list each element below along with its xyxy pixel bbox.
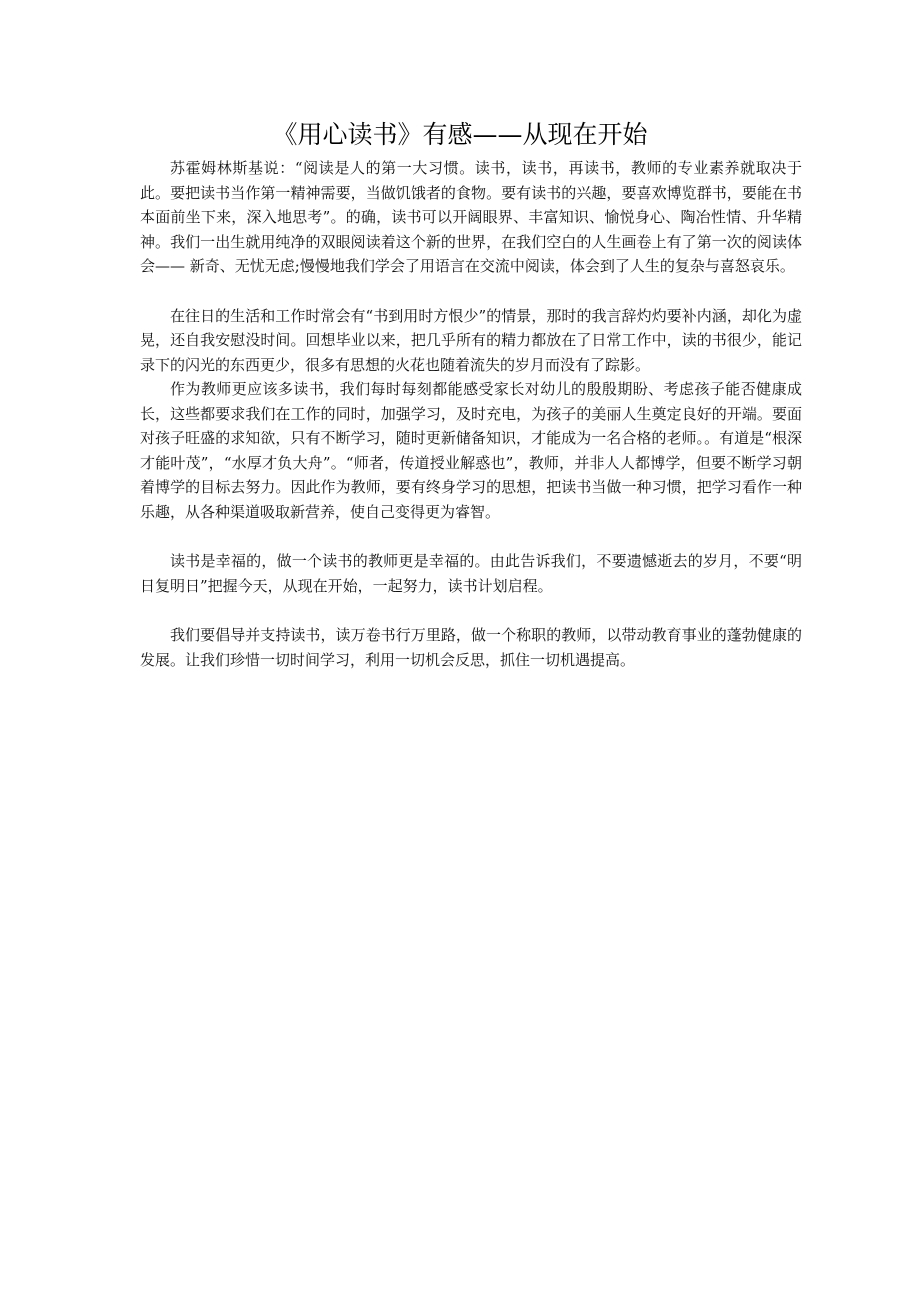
paragraph-spacer xyxy=(140,279,802,304)
paragraph-2: 在往日的生活和工作时常会有“书到用时方恨少”的情景，那时的我言辞灼灼要补内涵，却化为虚晃，还自我安慰没时间。回想毕业以来，把几乎所有的精力都放在了日常工作中，读的书很少，能记录下的闪光的东西更少，很多有思想的火花也随着流失的岁月而没有了踪影。 xyxy=(140,306,802,374)
paragraph-spacer xyxy=(140,598,802,623)
paragraph-3: 作为教师更应该多读书，我们每时每刻都能感受家长对幼儿的殷殷期盼、考虑孩子能否健康成长，这些都要求我们在工作的同时，加强学习，及时充电，为孩子的美丽人生奠定良好的开端。要面对孩子旺盛的求知欲，只有不断学习，随时更新储备知识，才能成为一名合格的老师。。有道是“根深才能叶茂”，“水厚才负大舟”。“师者，传道授业解惑也”，教师，并非人人都博学，但要不断学习朝着博学的目标去努力。因此作为教师，要有终身学习的思想，把读书当做一种习惯，把学习看作一种乐趣，从各种渠道吸取新营养，使自己变得更为睿智。 xyxy=(140,380,802,521)
paragraph-5: 我们要倡导并支持读书，读万卷书行万里路，做一个称职的教师，以带动教育事业的蓬勃健康的发展。让我们珍惜一切时间学习，利用一切机会反思，抓住一切机遇提高。 xyxy=(140,626,802,669)
document-body xyxy=(140,156,802,672)
paragraph-4: 读书是幸福的，做一个读书的教师更是幸福的。由此告诉我们，不要遗憾逝去的岁月，不要“明日复明日”把握今天，从现在开始，一起努力，读书计划启程。 xyxy=(140,552,802,595)
paragraph-spacer xyxy=(140,524,802,549)
document-title: 《用心读书》有感——从现在开始 xyxy=(272,120,648,149)
paragraph-1: 苏霍姆林斯基说：“阅读是人的第一大习惯。读书，读书，再读书，教师的专业素养就取决于此。要把读书当作第一精神需要，当做饥饿者的食物。要有读书的兴趣，要喜欢博览群书，要能在书本面前坐下来，深入地思考”。的确，读书可以开阔眼界、丰富知识、愉悦身心、陶冶性情、升华精神。我们一出生就用纯净的双眼阅读着这个新的世界，在我们空白的人生画卷上有了第一次的阅读体会—— 新奇、无忧无虑;慢慢地我们学会了用语言在交流中阅读，体会到了人生的复杂与喜怒哀乐。 xyxy=(140,159,802,275)
